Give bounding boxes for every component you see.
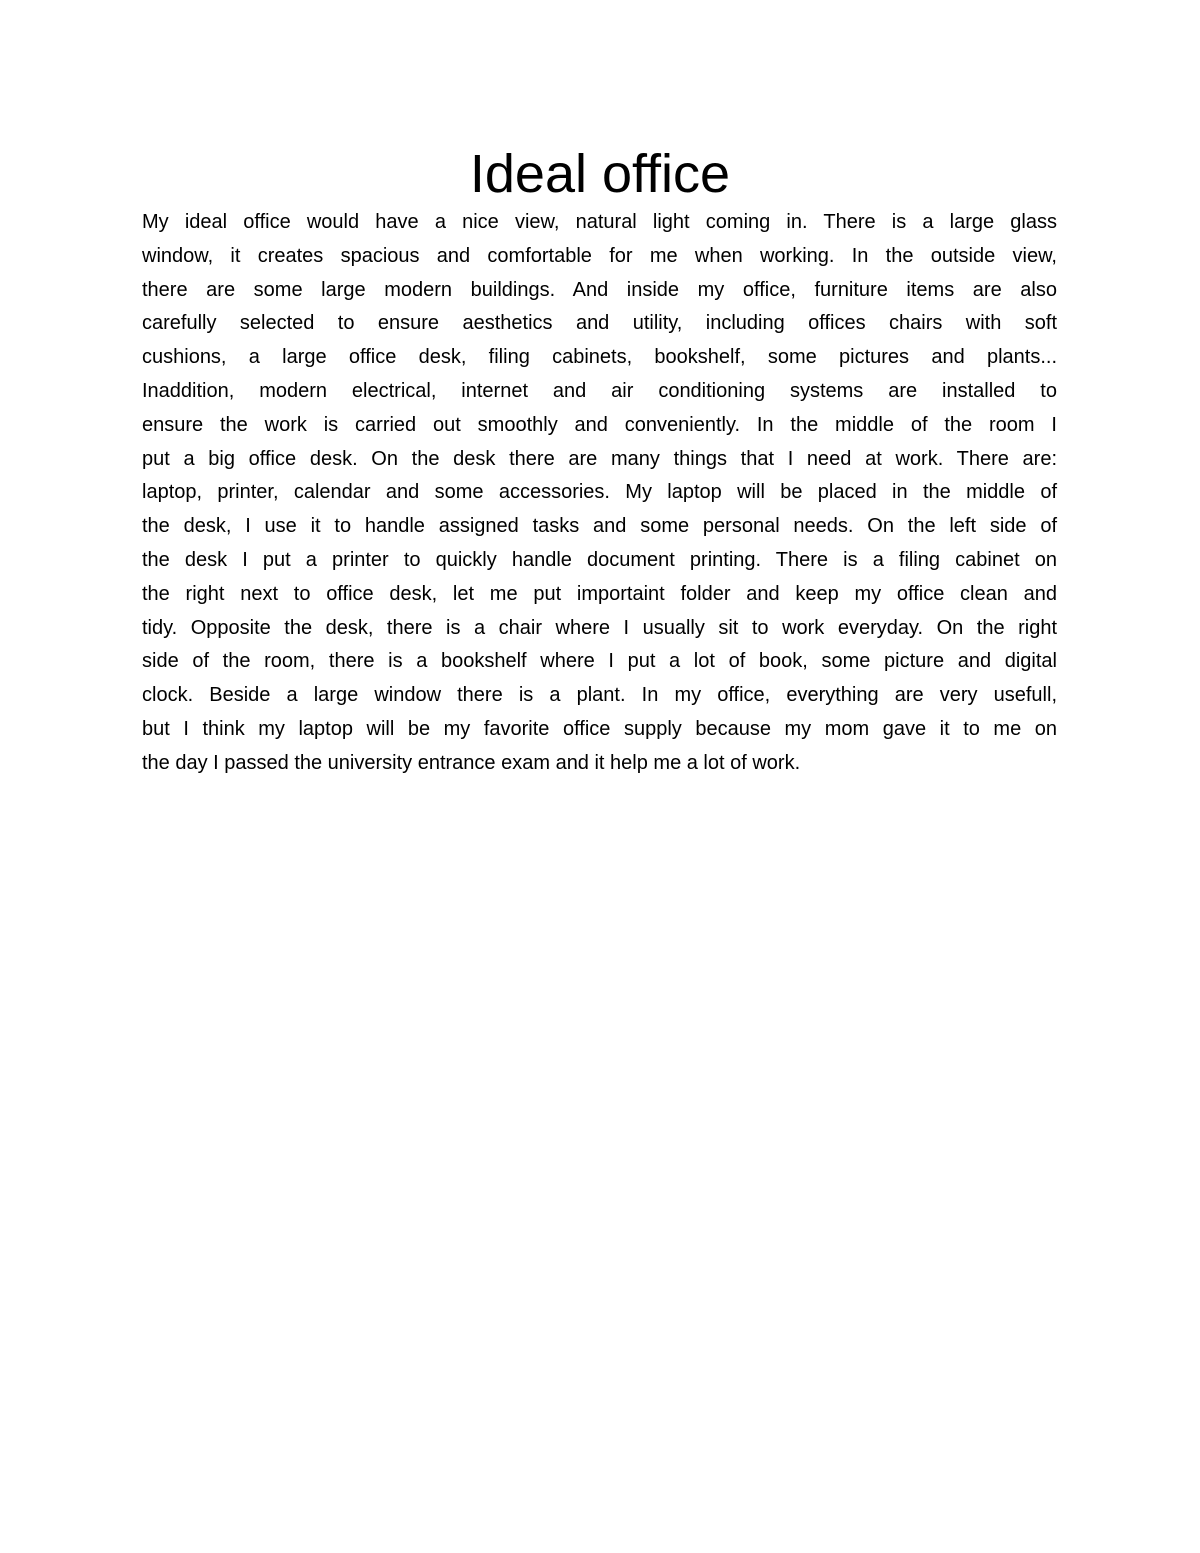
body-line: the desk I put a printer to quickly handle document printing. There is a filing cabinet on (142, 548, 1057, 571)
body-line: there are some large modern buildings. And inside my office, furniture items are also (142, 278, 1057, 301)
body-line: put a big office desk. On the desk there are many things that I need at work. There are: (142, 447, 1057, 470)
body-line: but I think my laptop will be my favorite office supply because my mom gave it to me on (142, 717, 1057, 740)
body-line: side of the room, there is a bookshelf where I put a lot of book, some picture and digital (142, 650, 1057, 673)
body-line: ensure the work is carried out smoothly and conveniently. In the middle of the room I (142, 413, 1057, 436)
body-line: laptop, printer, calendar and some accessories. My laptop will be placed in the middle of (142, 481, 1057, 504)
body-line: the right next to office desk, let me put importaint folder and keep my office clean and (142, 582, 1057, 605)
document-body (142, 206, 1057, 781)
body-line: clock. Beside a large window there is a plant. In my office, everything are very usefull, (142, 684, 1057, 707)
body-line: the day I passed the university entrance exam and it help me a lot of work. (142, 751, 801, 774)
body-line: tidy. Opposite the desk, there is a chair where I usually sit to work everyday. On the right (142, 616, 1057, 639)
body-line: the desk, I use it to handle assigned tasks and some personal needs. On the left side of (142, 515, 1057, 538)
body-line: window, it creates spacious and comfortable for me when working. In the outside view, (142, 244, 1057, 267)
document-title: Ideal office (469, 144, 731, 204)
body-line: carefully selected to ensure aesthetics and utility, including offices chairs with soft (142, 312, 1057, 335)
body-line: My ideal office would have a nice view, natural light coming in. There is a large glass (142, 211, 1057, 233)
body-line: cushions, a large office desk, filing cabinets, bookshelf, some pictures and plants... (142, 346, 1057, 369)
body-line: Inaddition, modern electrical, internet and air conditioning systems are installed to (142, 379, 1057, 402)
